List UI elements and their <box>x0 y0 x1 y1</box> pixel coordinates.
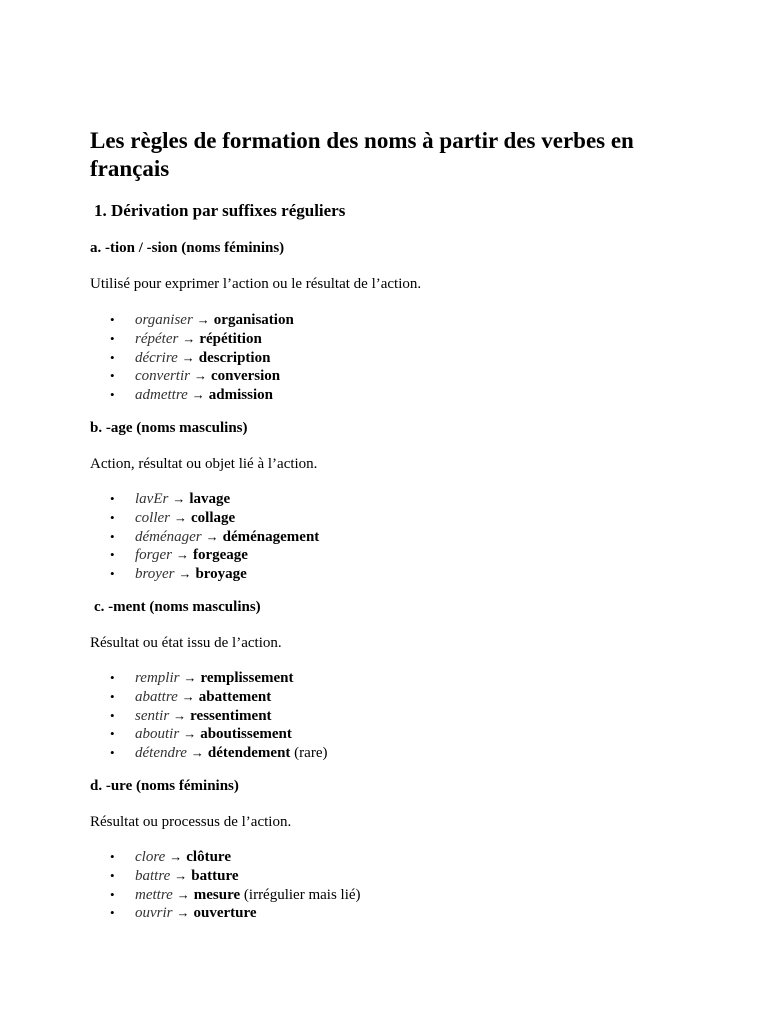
arrow-icon: → <box>182 330 196 346</box>
example-item <box>90 867 361 886</box>
example-item <box>90 349 294 368</box>
example-verb: détendre <box>135 745 187 762</box>
example-verb: forger <box>135 547 172 564</box>
example-item <box>90 367 294 386</box>
bullet-icon: • <box>110 509 115 525</box>
subsection-heading: a. -tion / -sion (noms féminins) <box>90 240 285 256</box>
example-item <box>90 886 361 905</box>
bullet-icon: • <box>110 312 115 327</box>
example-list <box>90 490 319 584</box>
arrow-icon: → <box>173 707 187 723</box>
bullet-icon: • <box>110 745 115 761</box>
arrow-icon: → <box>190 745 204 761</box>
example-list <box>90 669 327 763</box>
example-verb: lavEr <box>135 491 169 507</box>
example-noun: description <box>198 349 271 366</box>
subsection-description: Utilisé pour exprimer l’action ou le résultat de l’action. <box>90 276 422 292</box>
example-verb: remplir <box>135 670 180 686</box>
bullet-icon: • <box>110 528 115 544</box>
example-noun: répétition <box>199 330 262 347</box>
example-item <box>90 669 327 688</box>
example-item <box>90 848 361 867</box>
example-verb: répéter <box>135 330 179 347</box>
example-item <box>90 330 294 349</box>
example-noun: détendement <box>207 745 291 762</box>
example-item <box>90 490 319 509</box>
example-item <box>90 509 319 528</box>
subsection-heading: c. -ment (noms masculins) <box>94 599 261 615</box>
arrow-icon: → <box>183 726 197 742</box>
bullet-icon: • <box>110 491 115 506</box>
example-noun: lavage <box>189 491 231 507</box>
example-item <box>90 725 327 744</box>
bullet-icon: • <box>110 330 115 346</box>
example-verb: admettre <box>135 387 188 404</box>
example-verb: décrire <box>135 349 178 366</box>
arrow-icon: → <box>193 368 207 384</box>
example-item <box>90 386 294 405</box>
bullet-icon: • <box>110 349 115 365</box>
example-item <box>90 311 294 330</box>
example-verb: convertir <box>135 368 190 385</box>
example-note: (irrégulier mais lié) <box>243 886 361 903</box>
subsection-description: Action, résultat ou objet lié à l’action. <box>90 456 318 472</box>
example-verb: organiser <box>135 312 193 328</box>
example-item <box>90 707 327 726</box>
bullet-icon: • <box>110 905 115 921</box>
example-noun: organisation <box>213 312 294 328</box>
arrow-icon: → <box>172 491 186 506</box>
bullet-icon: • <box>110 547 115 563</box>
arrow-icon: → <box>169 849 183 864</box>
example-noun: aboutissement <box>200 726 292 743</box>
example-verb: battre <box>135 867 171 884</box>
bullet-icon: • <box>110 566 115 582</box>
example-verb: aboutir <box>135 726 180 743</box>
arrow-icon: → <box>175 547 189 563</box>
bullet-icon: • <box>110 726 115 742</box>
arrow-icon: → <box>174 509 187 525</box>
document-title: Les règles de formation des noms à partir des verbes en français <box>90 128 634 181</box>
example-noun: clôture <box>186 849 231 865</box>
bullet-icon: • <box>110 849 115 864</box>
subsection-heading: d. -ure (noms féminins) <box>90 778 239 794</box>
example-item <box>90 528 319 547</box>
example-noun: abattement <box>198 688 272 705</box>
example-verb: coller <box>135 509 170 526</box>
subsection-heading: b. -age (noms masculins) <box>90 420 248 436</box>
example-noun: ouverture <box>193 905 257 922</box>
bullet-icon: • <box>110 886 115 902</box>
example-verb: sentir <box>135 707 170 724</box>
example-noun: forgeage <box>192 547 248 564</box>
example-item <box>90 688 327 707</box>
example-verb: mettre <box>135 886 173 903</box>
section-heading: 1. Dérivation par suffixes réguliers <box>94 201 346 220</box>
example-noun: collage <box>191 509 236 526</box>
arrow-icon: → <box>196 312 210 327</box>
arrow-icon: → <box>176 905 190 921</box>
example-noun: mesure <box>193 886 241 903</box>
example-item <box>90 565 319 584</box>
example-verb: clore <box>135 849 166 865</box>
bullet-icon: • <box>110 387 115 403</box>
arrow-icon: → <box>178 566 192 582</box>
arrow-icon: → <box>181 349 195 365</box>
bullet-icon: • <box>110 688 115 704</box>
bullet-icon: • <box>110 707 115 723</box>
example-noun: déménagement <box>222 528 320 545</box>
arrow-icon: → <box>183 670 197 685</box>
example-item <box>90 904 361 923</box>
example-verb: ouvrir <box>135 905 173 922</box>
arrow-icon: → <box>205 528 219 544</box>
bullet-icon: • <box>110 368 115 384</box>
bullet-icon: • <box>110 867 115 883</box>
arrow-icon: → <box>176 886 190 902</box>
subsection-description: Résultat ou état issu de l’action. <box>90 635 282 651</box>
example-noun: batture <box>191 867 239 884</box>
example-noun: admission <box>208 387 273 404</box>
example-noun: conversion <box>210 368 281 385</box>
example-verb: déménager <box>135 528 202 545</box>
example-note: (rare) <box>294 745 328 762</box>
arrow-icon: → <box>174 867 188 883</box>
bullet-icon: • <box>110 670 115 685</box>
arrow-icon: → <box>181 688 195 704</box>
example-verb: broyer <box>135 566 175 583</box>
example-noun: broyage <box>195 566 247 583</box>
example-item <box>90 744 327 763</box>
example-list <box>90 311 294 405</box>
example-verb: abattre <box>135 688 178 705</box>
subsection-description: Résultat ou processus de l’action. <box>90 814 292 830</box>
example-noun: remplissement <box>200 670 294 686</box>
arrow-icon: → <box>191 387 205 403</box>
example-noun: ressentiment <box>190 707 272 724</box>
example-list <box>90 848 361 923</box>
example-item <box>90 546 319 565</box>
